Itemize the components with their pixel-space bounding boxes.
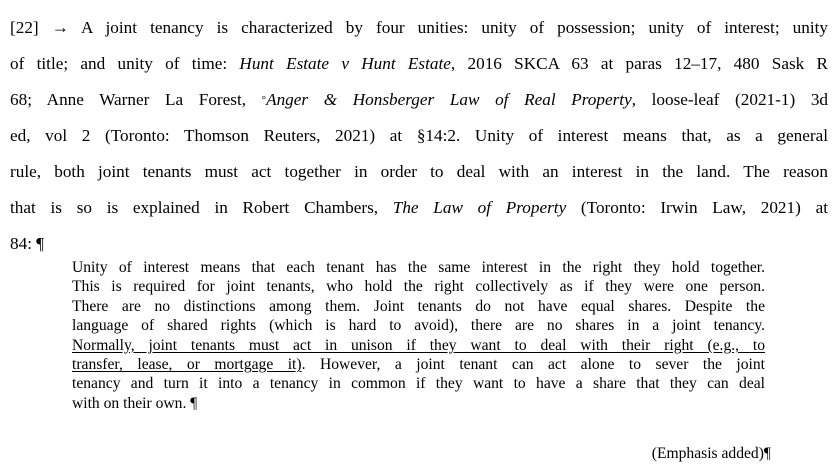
paragraph-line-7: 84: ¶ bbox=[10, 234, 45, 253]
paragraph-line-3 bbox=[10, 82, 828, 118]
paragraph-line-6 bbox=[10, 190, 828, 226]
case-name: Hunt Estate v Hunt Estate bbox=[239, 54, 451, 73]
quote-line-8: with on their own. ¶ bbox=[72, 394, 198, 412]
block-quote bbox=[72, 258, 765, 413]
quote-line-2: This is required for joint tenants, who hold the right collectively as if they were one person. bbox=[72, 278, 765, 296]
degree-mark: ° bbox=[261, 94, 267, 106]
book-title-1: Anger & Honsberger Law of Real Property bbox=[266, 90, 632, 109]
quote-line-7: tenancy and turn it into a tenancy in common if they want to have a share that they can deal bbox=[72, 375, 765, 393]
paragraph-text-3: 68; Anne Warner La Forest, bbox=[10, 90, 262, 109]
emphasis-note: (Emphasis added)¶ bbox=[651, 445, 771, 462]
quote-line-6 bbox=[72, 355, 765, 374]
paragraph-line-5: rule, both joint tenants must act together in order to deal with an interest in the land. The reason bbox=[10, 162, 828, 181]
paragraph-number: [22] bbox=[10, 18, 39, 37]
book-citation-2: (Toronto: Irwin Law, 2021) at bbox=[566, 198, 828, 217]
quote-underlined-line-1: Normally, joint tenants must act in unison if they want to deal with their right (e.g., to bbox=[72, 336, 765, 354]
book-citation-1: , loose-leaf (2021-1) 3d bbox=[631, 90, 829, 109]
case-citation: , 2016 SKCA 63 at paras 12–17, 480 Sask R bbox=[450, 54, 828, 73]
paragraph-text-6: that is so is explained in Robert Chambers, bbox=[10, 198, 393, 217]
quote-line-3: There are no distinctions among them. Joint tenants do not have equal shares. Despite the bbox=[72, 297, 765, 315]
quote-underlined-line-2: transfer, lease, or mortgage it) bbox=[72, 356, 302, 374]
main-paragraph bbox=[10, 10, 828, 262]
paragraph-line-1 bbox=[10, 10, 828, 46]
paragraph-line-4: ed, vol 2 (Toronto: Thomson Reuters, 2021) at §14:2. Unity of interest means that, as a general bbox=[10, 126, 828, 145]
paragraph-line-2 bbox=[10, 46, 828, 82]
paragraph-text-2: of title; and unity of time: bbox=[10, 54, 240, 73]
quote-after-underline: . However, a joint tenant can act alone to sever the joint bbox=[301, 356, 765, 374]
quote-line-1: Unity of interest means that each tenant has the same interest in the right they hold together. bbox=[72, 259, 765, 276]
book-title-2: The Law of Property bbox=[392, 198, 567, 217]
paragraph-text-1: A joint tenancy is characterized by four unities: unity of possession; unity of interest; unity bbox=[81, 18, 828, 37]
tab-arrow-mark: → bbox=[51, 18, 69, 37]
quote-line-4: language of shared rights (which is hard to avoid), there are no shares in a joint tenancy. bbox=[72, 317, 765, 335]
